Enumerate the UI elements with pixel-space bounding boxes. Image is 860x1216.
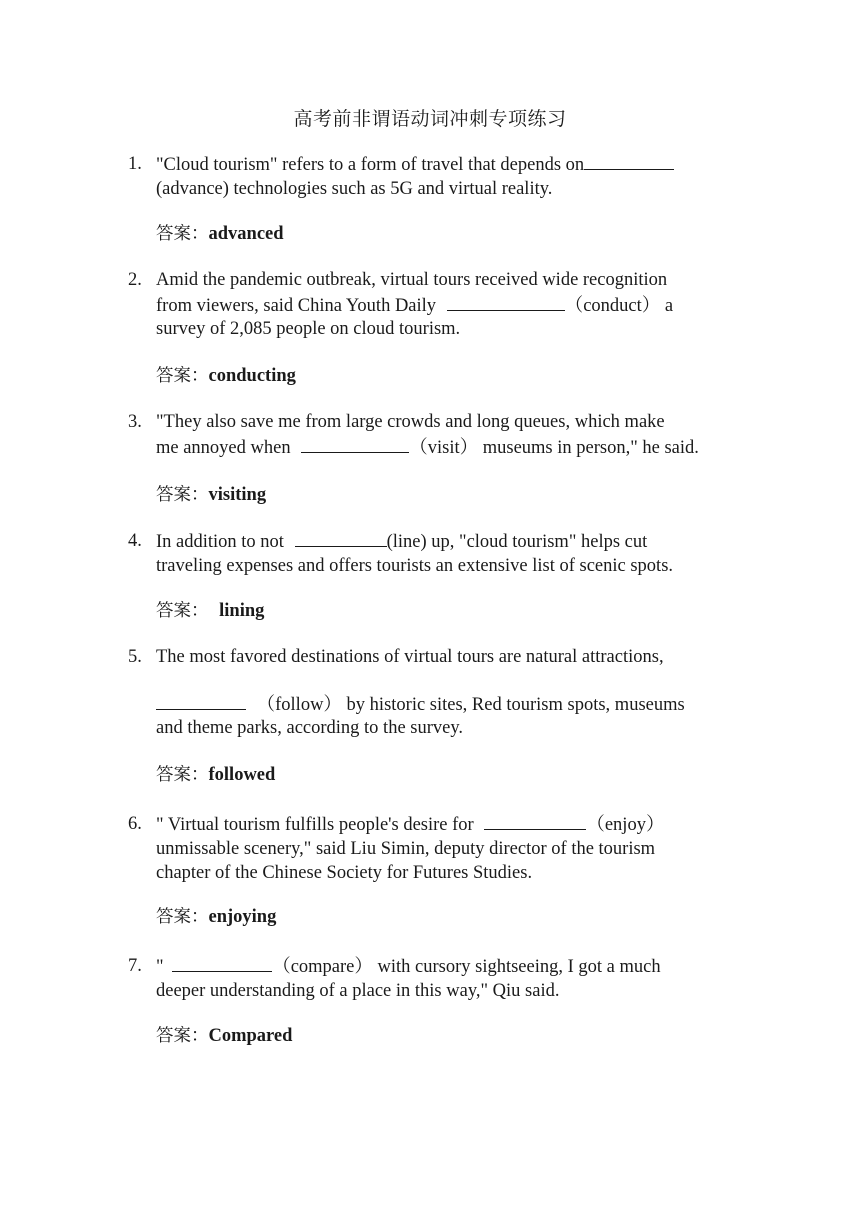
question-line: "Cloud tourism" refers to a form of travel that depends on	[156, 152, 746, 177]
question-line: deeper understanding of a place in this way," Qiu said.	[156, 980, 560, 1001]
question-line: unmissable scenery," said Liu Simin, deputy director of the tourism	[156, 838, 656, 859]
answer-label: 答案：	[156, 765, 209, 785]
answer-blank	[295, 529, 387, 547]
question-line: chapter of the Chinese Society for Futures Studies.	[156, 863, 533, 883]
answer-value: followed	[208, 765, 276, 785]
question-line: " （compare） with cursory sightseeing, I got a much	[156, 954, 746, 979]
question-line: from viewers, said China Youth Daily （conduct） a	[156, 293, 746, 318]
answer-line	[156, 222, 284, 246]
answer-blank	[156, 692, 246, 710]
question-text	[156, 410, 746, 459]
question-number: 4.	[128, 531, 142, 551]
question-number: 3.	[128, 412, 142, 432]
question-text	[156, 268, 746, 342]
answer-blank	[172, 954, 272, 972]
answer-label: 答案：	[156, 907, 209, 927]
answer-line	[156, 599, 264, 623]
question-text	[156, 645, 746, 741]
question-text	[156, 152, 746, 201]
answer-label: 答案：	[156, 1026, 209, 1046]
question-line: survey of 2,085 people on cloud tourism.	[156, 319, 461, 339]
answer-value: visiting	[208, 485, 267, 505]
question-number: 2.	[128, 270, 142, 290]
answer-blank	[447, 293, 565, 311]
answer-value: conducting	[208, 366, 296, 386]
question-line: In addition to not (line) up, "cloud tourism" helps cut	[156, 529, 746, 554]
question-number: 6.	[128, 814, 142, 834]
answer-value: advanced	[208, 224, 284, 244]
question-line: and theme parks, according to the survey.	[156, 718, 464, 738]
question-line: （follow） by historic sites, Red tourism spots, museums	[156, 692, 746, 717]
answer-blank	[484, 812, 586, 830]
answer-blank	[584, 152, 674, 170]
document-title: 高考前非谓语动词冲刺专项练习	[293, 108, 567, 130]
question-line: "They also save me from large crowds and long queues, which make	[156, 412, 665, 432]
question-text	[156, 529, 746, 578]
question-number: 1.	[128, 154, 142, 174]
question-line: The most favored destinations of virtual tours are natural attractions,	[156, 647, 664, 667]
answer-line	[156, 905, 276, 929]
answer-blank	[301, 435, 409, 453]
question-text	[156, 954, 746, 1003]
answer-label: 答案：	[156, 224, 209, 244]
answer-label: 答案：	[156, 601, 209, 621]
answer-line	[156, 364, 296, 388]
answer-label: 答案：	[156, 485, 209, 505]
answer-value: lining	[214, 601, 265, 621]
answer-label: 答案：	[156, 366, 209, 386]
question-line: traveling expenses and offers tourists an extensive list of scenic spots.	[156, 555, 674, 576]
answer-value: enjoying	[208, 907, 277, 927]
answer-line	[156, 483, 266, 507]
question-line: (advance) technologies such as 5G and virtual reality.	[156, 178, 553, 199]
question-line: Amid the pandemic outbreak, virtual tours received wide recognition	[156, 270, 668, 290]
question-line: " Virtual tourism fulfills people's desire for （enjoy）	[156, 812, 746, 837]
question-line: me annoyed when （visit） museums in person," he said.	[156, 435, 746, 460]
question-number: 5.	[128, 647, 142, 667]
answer-value: Compared	[208, 1026, 293, 1046]
question-number: 7.	[128, 956, 142, 976]
answer-line	[156, 763, 275, 787]
question-text	[156, 812, 746, 886]
answer-line	[156, 1024, 292, 1048]
